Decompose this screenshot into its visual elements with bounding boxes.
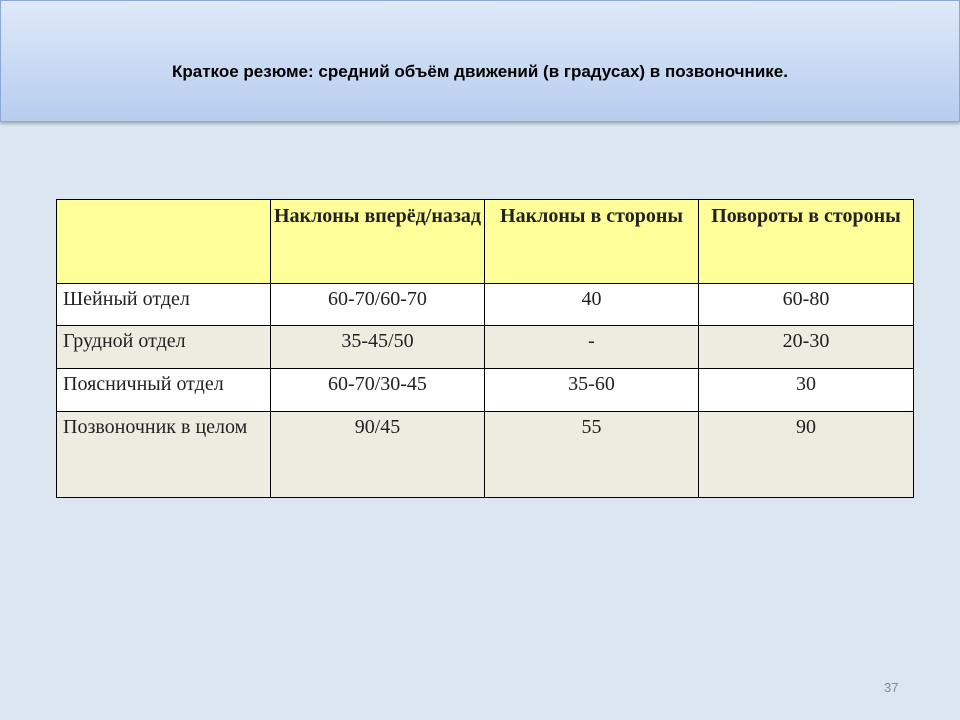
table-cell: 90/45	[271, 412, 485, 498]
table-cell: 60-80	[699, 284, 914, 326]
slide-title: Краткое резюме: средний объём движений (в градусах) в позвоночнике.	[172, 62, 788, 81]
table-cell: 90	[699, 412, 914, 498]
table-row	[57, 369, 914, 412]
row-label: Поясничный отдел	[57, 369, 271, 412]
row-label: Позвоночник в целом	[57, 412, 271, 498]
row-label: Грудной отдел	[57, 326, 271, 369]
table-cell: 20-30	[699, 326, 914, 369]
header-flexion-extension: Наклоны вперёд/назад	[271, 200, 485, 284]
page-number: 37	[884, 680, 899, 695]
table-cell: -	[485, 326, 699, 369]
table-cell: 35-60	[485, 369, 699, 412]
table-header-row	[57, 200, 914, 284]
table-row	[57, 326, 914, 369]
table-cell: 30	[699, 369, 914, 412]
header-empty-cell	[57, 200, 271, 284]
title-bar	[0, 0, 960, 122]
table-row	[57, 412, 914, 498]
header-lateral-flexion: Наклоны в стороны	[485, 200, 699, 284]
row-label: Шейный отдел	[57, 284, 271, 326]
table-cell: 60-70/60-70	[271, 284, 485, 326]
table-cell: 55	[485, 412, 699, 498]
header-rotation: Повороты в стороны	[699, 200, 914, 284]
range-of-motion-table	[56, 199, 914, 498]
table-cell: 35-45/50	[271, 326, 485, 369]
table-row	[57, 284, 914, 326]
table-cell: 40	[485, 284, 699, 326]
table-cell: 60-70/30-45	[271, 369, 485, 412]
